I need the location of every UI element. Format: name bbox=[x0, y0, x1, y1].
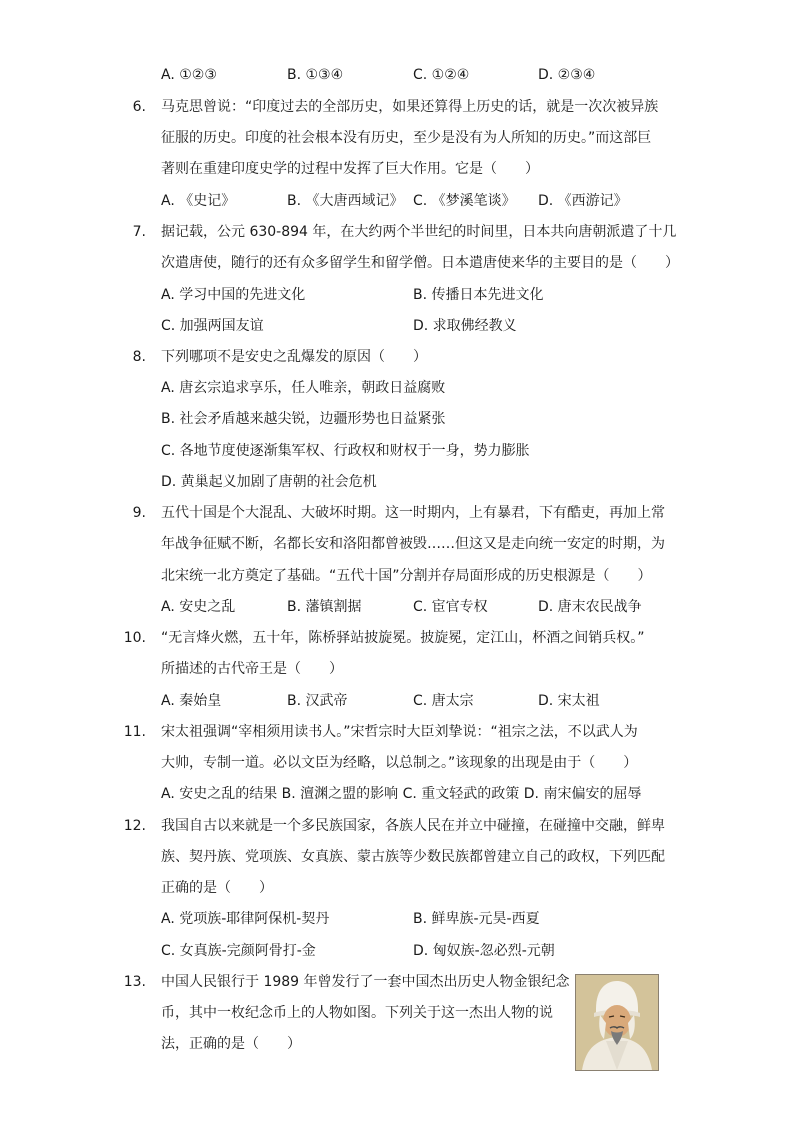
q7-option-a: A. 学习中国的先进文化 bbox=[161, 287, 306, 303]
question-text: 法，正确的是（ ） bbox=[161, 1036, 301, 1052]
portrait-figure bbox=[576, 975, 658, 1070]
question-text: 次遣唐使，随行的还有众多留学生和留学僧。日本遣唐使来华的主要目的是（ ） bbox=[161, 255, 679, 271]
question-number: 9. bbox=[132, 505, 146, 521]
q10-option-b: B. 汉武帝 bbox=[287, 693, 348, 709]
question-text: 中国人民银行于 1989 年曾发行了一套中国杰出历史人物金银纪念 bbox=[161, 974, 570, 990]
q6-option-b: B. 《大唐西域记》 bbox=[287, 193, 404, 209]
question-text: 大帅，专制一道。必以文臣为经略，以总制之。”该现象的出现是由于（ ） bbox=[161, 755, 638, 771]
question-number: 12. bbox=[123, 818, 146, 834]
question-text: 我国自古以来就是一个多民族国家，各族人民在并立中碰撞，在碰撞中交融，鲜卑 bbox=[161, 818, 665, 834]
question-text: 据记载，公元 630-894 年，在大约两个半世纪的时间里，日本共向唐朝派遣了十几 bbox=[161, 224, 677, 240]
q8-option-d: D. 黄巢起义加剧了唐朝的社会危机 bbox=[161, 474, 377, 490]
q5-option-a: A. ①②③ bbox=[161, 67, 217, 83]
q5-option-b: B. ①③④ bbox=[287, 67, 344, 83]
question-number: 11. bbox=[123, 724, 146, 740]
question-text: 马克思曾说：“印度过去的全部历史，如果还算得上历史的话，就是一次次被异族 bbox=[161, 99, 659, 115]
question-text: 币，其中一枚纪念币上的人物如图。下列关于这一杰出人物的说 bbox=[161, 1005, 553, 1021]
question-number: 13. bbox=[123, 974, 146, 990]
q9-option-d: D. 唐末农民战争 bbox=[538, 599, 642, 615]
q9-option-b: B. 藩镇割据 bbox=[287, 599, 362, 615]
q7-option-c: C. 加强两国友谊 bbox=[161, 318, 264, 334]
q9-option-c: C. 宦官专权 bbox=[413, 599, 488, 615]
question-text: 年战争征赋不断，名都长安和洛阳都曾被毁……但这又是走向统一安定的时期，为 bbox=[161, 536, 665, 552]
question-text: 北宋统一北方奠定了基础。“五代十国”分割并存局面形成的历史根源是（ ） bbox=[161, 568, 652, 584]
q9-option-a: A. 安史之乱 bbox=[161, 599, 236, 615]
question-number: 10. bbox=[123, 630, 146, 646]
question-text: 族、契丹族、党项族、女真族、蒙古族等少数民族都曾建立自己的政权，下列匹配 bbox=[161, 849, 665, 865]
q8-option-a: A. 唐玄宗追求享乐，任人唯亲，朝政日益腐败 bbox=[161, 380, 446, 396]
q7-option-b: B. 传播日本先进文化 bbox=[413, 287, 544, 303]
question-text: 五代十国是个大混乱、大破坏时期。这一时期内，上有暴君，下有酷吏，再加上常 bbox=[161, 505, 665, 521]
q7-option-d: D. 求取佛经教义 bbox=[413, 318, 517, 334]
q10-option-c: C. 唐太宗 bbox=[413, 693, 474, 709]
q5-option-d: D. ②③④ bbox=[538, 67, 596, 83]
q10-option-a: A. 秦始皇 bbox=[161, 693, 222, 709]
q12-option-d: D. 匈奴族-忽必烈-元朝 bbox=[413, 943, 555, 959]
q6-option-d: D. 《西游记》 bbox=[538, 193, 628, 209]
q8-option-b: B. 社会矛盾越来越尖锐，边疆形势也日益紧张 bbox=[161, 411, 446, 427]
question-text: 著则在重建印度史学的过程中发挥了巨大作用。它是（ ） bbox=[161, 161, 539, 177]
q5-option-c: C. ①②④ bbox=[413, 67, 470, 83]
question-text: 宋太祖强调“宰相须用读书人。”宋哲宗时大臣刘挚说：“祖宗之法，不以武人为 bbox=[161, 724, 638, 740]
q6-option-a: A. 《史记》 bbox=[161, 193, 236, 209]
question-number: 7. bbox=[132, 224, 146, 240]
q12-option-c: C. 女真族-完颜阿骨打-金 bbox=[161, 943, 316, 959]
question-text: 征服的历史。印度的社会根本没有历史，至少是没有为人所知的历史。”而这部巨 bbox=[161, 130, 652, 146]
question-number: 6. bbox=[132, 99, 146, 115]
q6-option-c: C. 《梦溪笔谈》 bbox=[413, 193, 516, 209]
q10-option-d: D. 宋太祖 bbox=[538, 693, 600, 709]
q12-option-b: B. 鲜卑族-元昊-西夏 bbox=[413, 911, 540, 927]
question-number: 8. bbox=[132, 349, 146, 365]
q8-option-c: C. 各地节度使逐渐集军权、行政权和财权于一身，势力膨胀 bbox=[161, 443, 530, 459]
q12-option-a: A. 党项族-耶律阿保机-契丹 bbox=[161, 911, 330, 927]
question-text: “无言烽火燃，五十年，陈桥驿站披旋冕。披旋冕，定江山，杯酒之间销兵权。” bbox=[161, 630, 645, 646]
question-text: 正确的是（ ） bbox=[161, 880, 273, 896]
q11-options: A. 安史之乱的结果 B. 澶渊之盟的影响 C. 重文轻武的政策 D. 南宋偏安的屈辱 bbox=[161, 786, 642, 802]
question-text: 所描述的古代帝王是（ ） bbox=[161, 661, 343, 677]
question-text: 下列哪项不是安史之乱爆发的原因（ ） bbox=[161, 349, 427, 365]
portrait-image bbox=[575, 974, 659, 1071]
